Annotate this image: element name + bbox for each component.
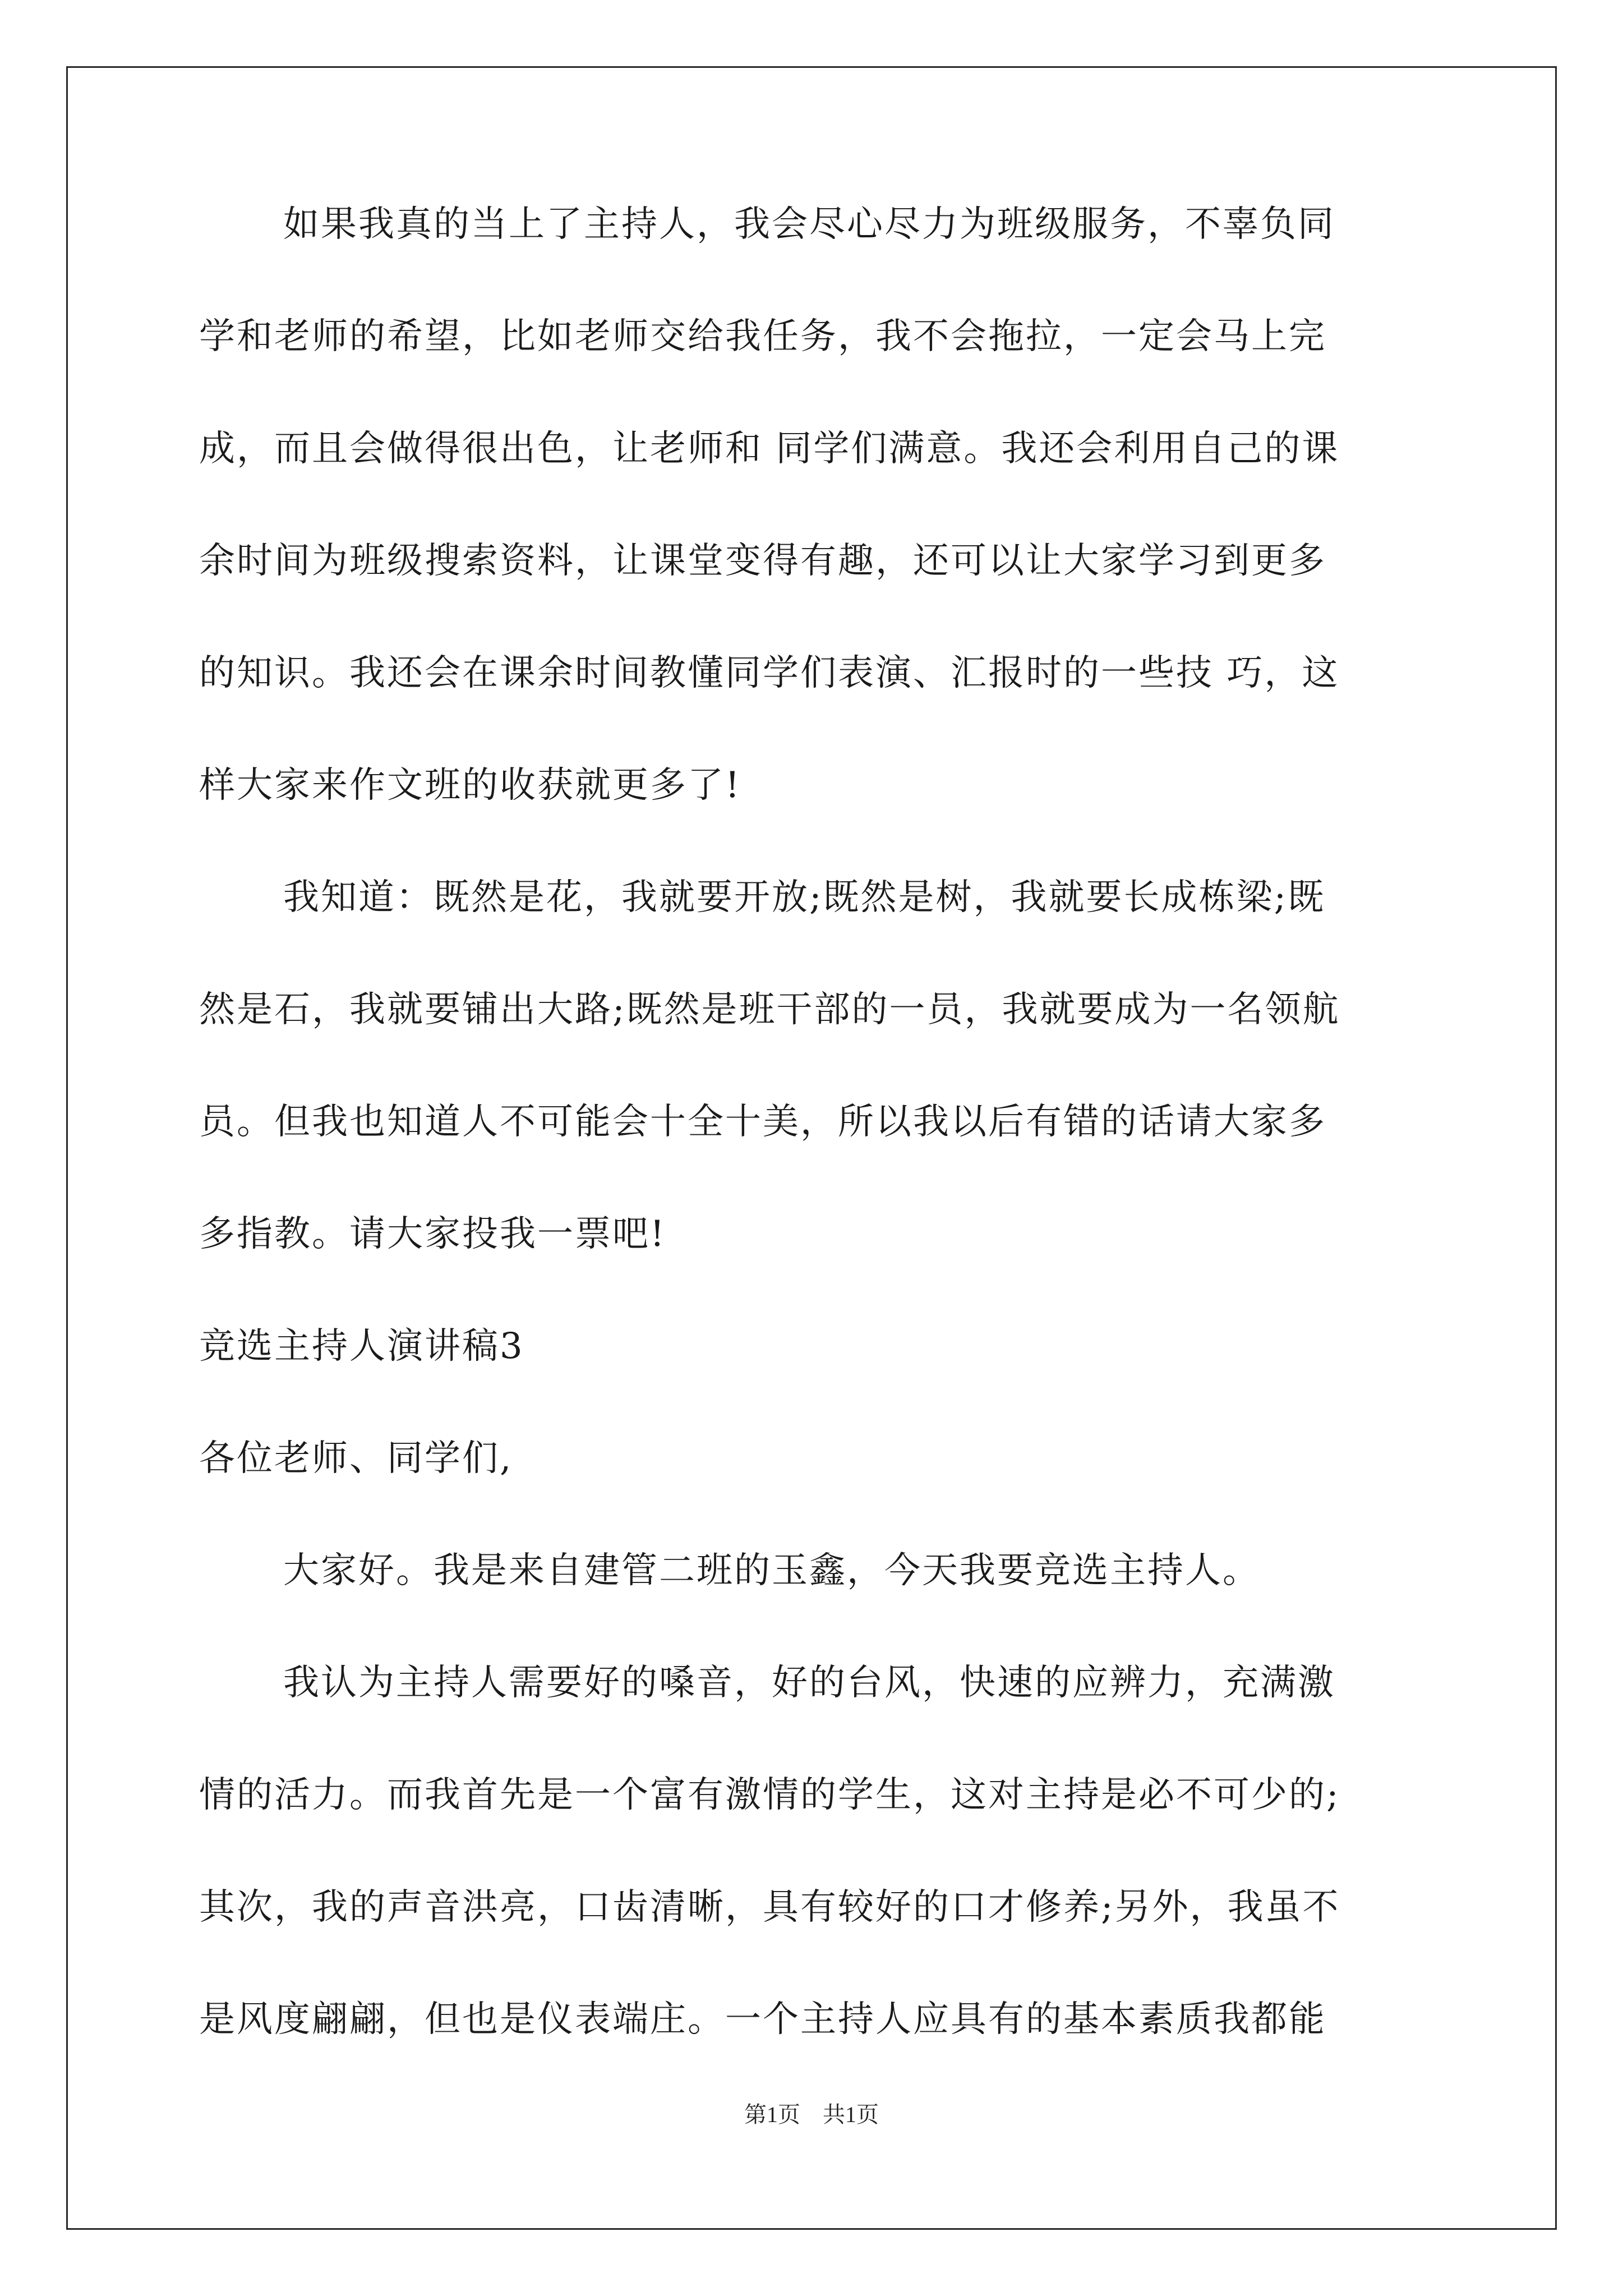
paragraph-line: 我认为主持人需要好的嗓音，好的台风，快速的应辨力，充满激 xyxy=(283,1662,1335,1704)
salutation: 各位老师、同学们, xyxy=(199,1438,513,1479)
paragraph-line: 样大家来作文班的收获就更多了! xyxy=(199,765,741,806)
paragraph-line: 如果我真的当上了主持人，我会尽心尽力为班级服务，不辜负同 xyxy=(283,204,1335,245)
document-body xyxy=(199,196,1422,2104)
section-heading: 竞选主持人演讲稿3 xyxy=(199,1326,524,1367)
page-number-footer: 第1页 共1页 xyxy=(744,2102,879,2127)
paragraph-line: 多指教。请大家投我一票吧! xyxy=(199,1213,666,1255)
paragraph-line: 是风度翩翩，但也是仪表端庄。一个主持人应具有的基本素质我都能 xyxy=(199,1999,1326,2040)
paragraph-line: 员。但我也知道人不可能会十全十美，所以我以后有错的话请大家多 xyxy=(199,1101,1326,1143)
paragraph-line: 余时间为班级搜索资料，让课堂变得有趣，还可以让大家学习到更多 xyxy=(199,540,1326,582)
paragraph-line: 成，而且会做得很出色，让老师和 同学们满意。我还会利用自己的课 xyxy=(199,428,1340,470)
paragraph-line: 其次，我的声音洪亮，口齿清晰，具有较好的口才修养;另外，我虽不 xyxy=(199,1887,1340,1928)
paragraph-line: 学和老师的希望，比如老师交给我任务，我不会拖拉，一定会马上完 xyxy=(199,316,1326,357)
paragraph-line: 然是石，我就要铺出大路;既然是班干部的一员，我就要成为一名领航 xyxy=(199,989,1340,1030)
paragraph-line: 的知识。我还会在课余时间教懂同学们表演、汇报时的一些技 巧，这 xyxy=(199,652,1340,694)
paragraph-line: 大家好。我是来自建管二班的玉鑫，今天我要竞选主持人。 xyxy=(283,1550,1260,1591)
paragraph-line: 情的活力。而我首先是一个富有激情的学生，这对主持是必不可少的; xyxy=(199,1774,1340,1816)
paragraph-line: 我知道：既然是花，我就要开放;既然是树，我就要长成栋梁;既 xyxy=(283,877,1326,918)
